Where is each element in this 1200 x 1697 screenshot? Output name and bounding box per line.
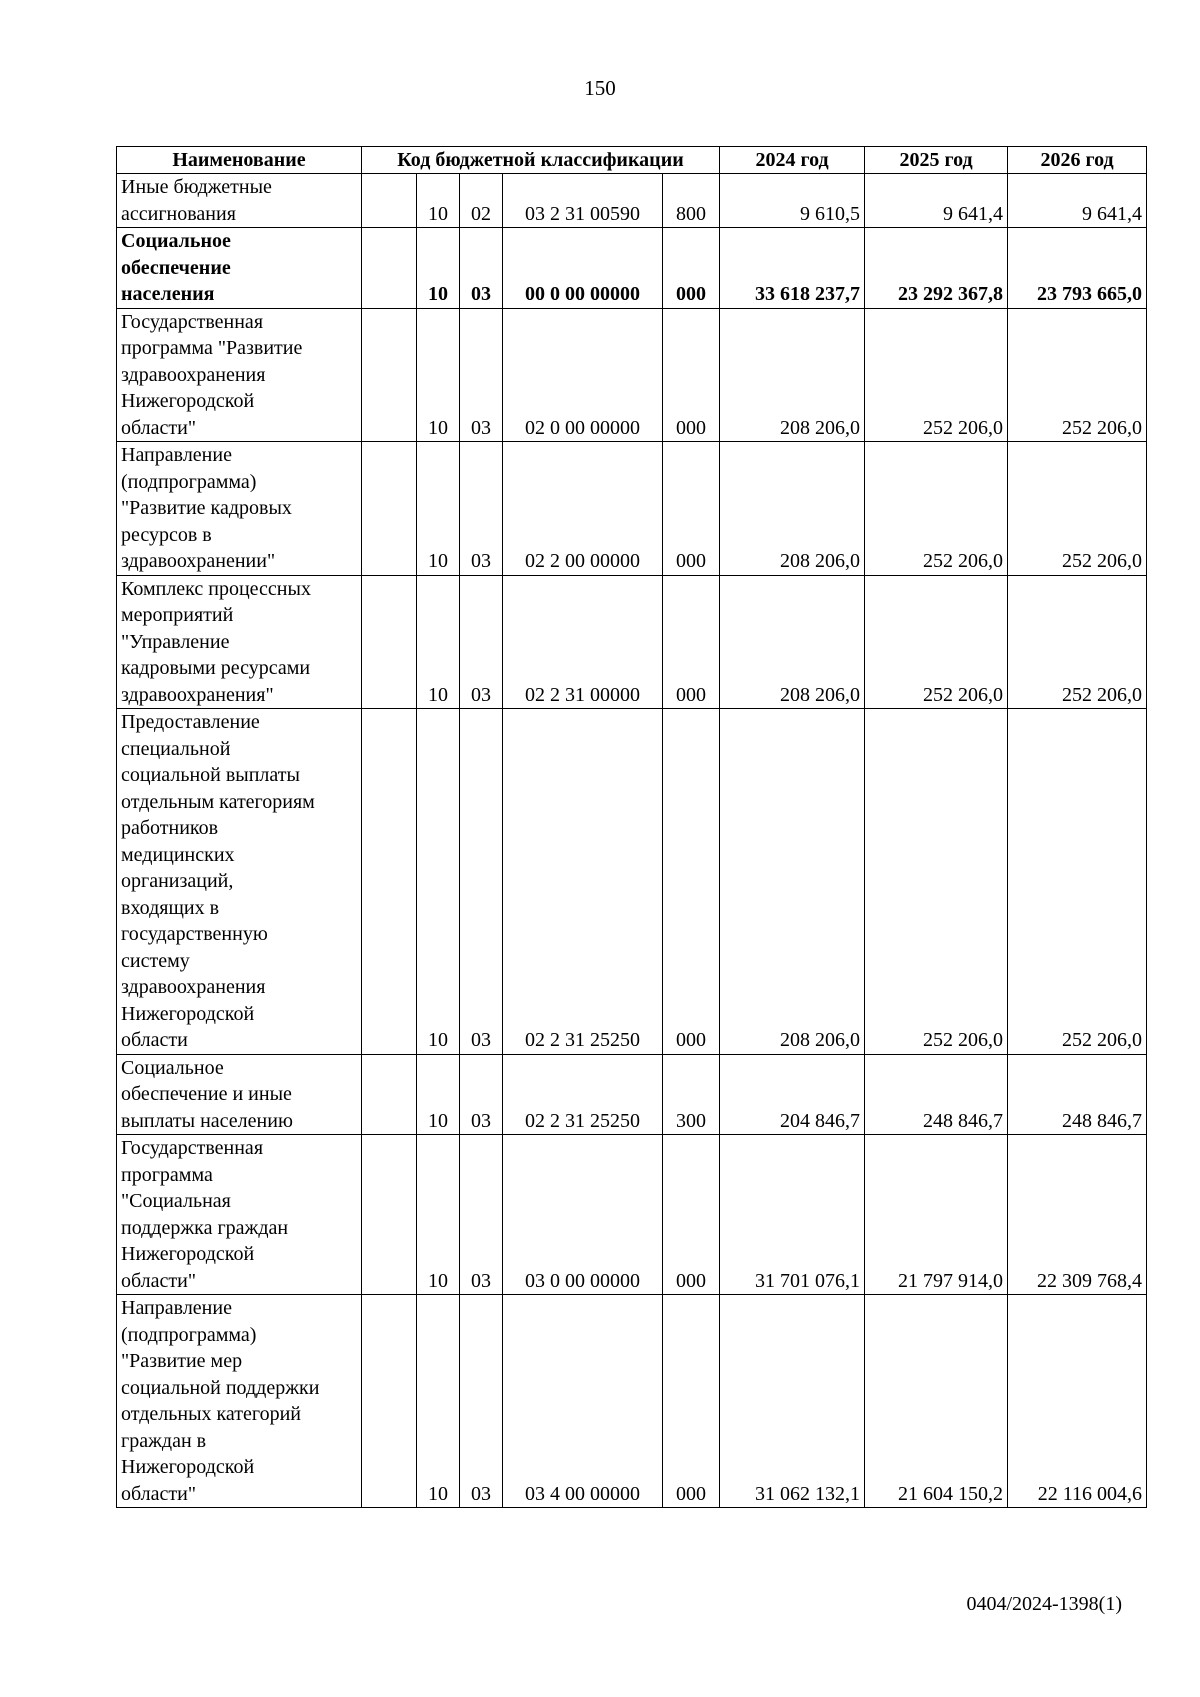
row-value-2026: 248 846,7 [1008, 1054, 1147, 1135]
row-section-code: 10 [417, 1054, 460, 1135]
row-section-code: 10 [417, 308, 460, 442]
row-name: Иные бюджетные ассигнования [117, 174, 362, 228]
table-row [117, 709, 1147, 1055]
row-name: Направление (подпрограмма) "Развитие мер социальной поддержки отдельных категорий граждан в Нижегородской области" [117, 1295, 362, 1508]
row-value-2024: 208 206,0 [720, 308, 865, 442]
row-empty-cell [362, 1054, 417, 1135]
row-value-2025: 252 206,0 [865, 442, 1008, 576]
header-2026: 2026 год [1008, 147, 1147, 174]
row-value-2026: 22 309 768,4 [1008, 1135, 1147, 1295]
table-body [117, 174, 1147, 1508]
row-name: Социальное обеспечение и иные выплаты населению [117, 1054, 362, 1135]
row-target-code: 03 2 31 00590 [503, 174, 663, 228]
table-row [117, 442, 1147, 576]
row-subsection-code: 03 [460, 709, 503, 1055]
row-value-2026: 252 206,0 [1008, 442, 1147, 576]
page-number: 150 [584, 76, 616, 100]
table-row [117, 228, 1147, 309]
table-row [117, 308, 1147, 442]
table-row [117, 1135, 1147, 1295]
row-value-2026: 252 206,0 [1008, 308, 1147, 442]
row-value-2025: 248 846,7 [865, 1054, 1008, 1135]
row-section-code: 10 [417, 174, 460, 228]
table-header-row [117, 147, 1147, 174]
row-value-2024: 208 206,0 [720, 575, 865, 709]
row-expense-type-code: 000 [663, 709, 720, 1055]
row-subsection-code: 03 [460, 308, 503, 442]
row-expense-type-code: 300 [663, 1054, 720, 1135]
row-section-code: 10 [417, 228, 460, 309]
table-row [117, 1295, 1147, 1508]
row-target-code: 00 0 00 00000 [503, 228, 663, 309]
row-expense-type-code: 000 [663, 1295, 720, 1508]
row-empty-cell [362, 1135, 417, 1295]
row-value-2026: 22 116 004,6 [1008, 1295, 1147, 1508]
row-empty-cell [362, 308, 417, 442]
row-empty-cell [362, 1295, 417, 1508]
row-name: Социальное обеспечение населения [117, 228, 362, 309]
budget-table [116, 146, 1147, 1508]
row-value-2025: 252 206,0 [865, 575, 1008, 709]
row-name: Предоставление специальной социальной выплаты отдельным категориям работников медицинских организаций, входящих в государственную систему здравоохранения Нижегородской области [117, 709, 362, 1055]
row-subsection-code: 03 [460, 575, 503, 709]
row-target-code: 02 2 31 00000 [503, 575, 663, 709]
row-value-2025: 252 206,0 [865, 709, 1008, 1055]
row-section-code: 10 [417, 1295, 460, 1508]
row-section-code: 10 [417, 575, 460, 709]
row-value-2024: 208 206,0 [720, 709, 865, 1055]
header-2024: 2024 год [720, 147, 865, 174]
row-section-code: 10 [417, 709, 460, 1055]
table-row [117, 174, 1147, 228]
row-value-2024: 31 062 132,1 [720, 1295, 865, 1508]
row-expense-type-code: 000 [663, 442, 720, 576]
row-value-2026: 9 641,4 [1008, 174, 1147, 228]
row-target-code: 03 0 00 00000 [503, 1135, 663, 1295]
row-value-2024: 208 206,0 [720, 442, 865, 576]
row-expense-type-code: 000 [663, 575, 720, 709]
row-empty-cell [362, 228, 417, 309]
row-empty-cell [362, 442, 417, 576]
table-row [117, 575, 1147, 709]
row-name: Направление (подпрограмма) "Развитие кадровых ресурсов в здравоохранении" [117, 442, 362, 576]
row-target-code: 02 0 00 00000 [503, 308, 663, 442]
row-section-code: 10 [417, 1135, 460, 1295]
document-id: 0404/2024-1398(1) [966, 1593, 1122, 1615]
row-value-2026: 252 206,0 [1008, 575, 1147, 709]
row-target-code: 03 4 00 00000 [503, 1295, 663, 1508]
row-empty-cell [362, 575, 417, 709]
row-subsection-code: 03 [460, 1054, 503, 1135]
header-code: Код бюджетной классификации [362, 147, 720, 174]
row-value-2026: 23 793 665,0 [1008, 228, 1147, 309]
row-value-2025: 9 641,4 [865, 174, 1008, 228]
row-target-code: 02 2 31 25250 [503, 709, 663, 1055]
row-subsection-code: 02 [460, 174, 503, 228]
row-empty-cell [362, 174, 417, 228]
row-section-code: 10 [417, 442, 460, 576]
row-name: Государственная программа "Развитие здравоохранения Нижегородской области" [117, 308, 362, 442]
row-empty-cell [362, 709, 417, 1055]
row-value-2025: 23 292 367,8 [865, 228, 1008, 309]
row-value-2025: 21 604 150,2 [865, 1295, 1008, 1508]
header-2025: 2025 год [865, 147, 1008, 174]
row-subsection-code: 03 [460, 1295, 503, 1508]
row-subsection-code: 03 [460, 442, 503, 576]
row-name: Государственная программа "Социальная поддержка граждан Нижегородской области" [117, 1135, 362, 1295]
row-target-code: 02 2 31 25250 [503, 1054, 663, 1135]
row-value-2024: 204 846,7 [720, 1054, 865, 1135]
row-value-2024: 33 618 237,7 [720, 228, 865, 309]
table-row [117, 1054, 1147, 1135]
row-expense-type-code: 000 [663, 308, 720, 442]
header-name: Наименование [117, 147, 362, 174]
row-target-code: 02 2 00 00000 [503, 442, 663, 576]
row-value-2025: 21 797 914,0 [865, 1135, 1008, 1295]
row-expense-type-code: 800 [663, 174, 720, 228]
row-value-2025: 252 206,0 [865, 308, 1008, 442]
row-subsection-code: 03 [460, 228, 503, 309]
row-value-2026: 252 206,0 [1008, 709, 1147, 1055]
row-expense-type-code: 000 [663, 1135, 720, 1295]
row-subsection-code: 03 [460, 1135, 503, 1295]
row-value-2024: 9 610,5 [720, 174, 865, 228]
row-expense-type-code: 000 [663, 228, 720, 309]
row-name: Комплекс процессных мероприятий "Управление кадровыми ресурсами здравоохранения" [117, 575, 362, 709]
row-value-2024: 31 701 076,1 [720, 1135, 865, 1295]
